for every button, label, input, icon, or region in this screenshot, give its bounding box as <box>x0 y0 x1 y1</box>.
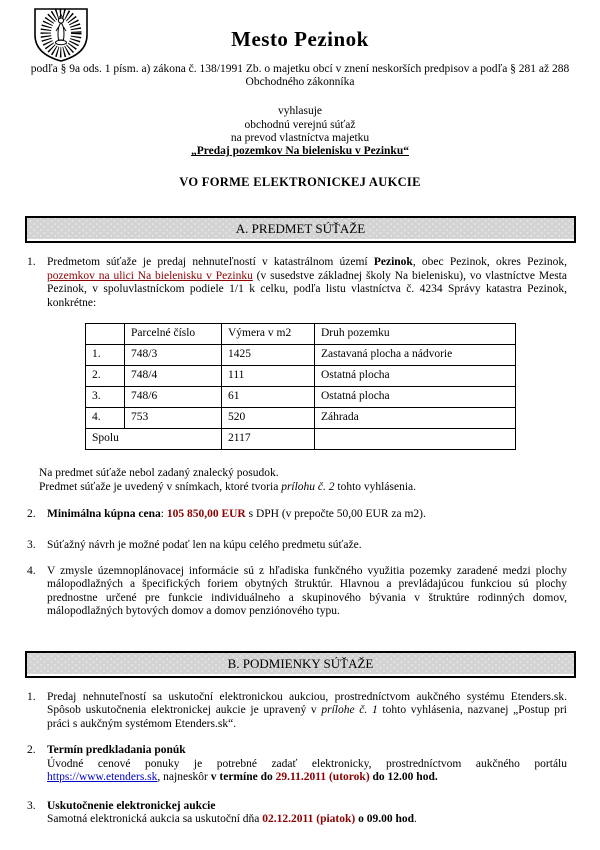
attachment-reference: prílohu č. 2 <box>281 480 335 493</box>
note-line <box>39 481 567 494</box>
item-text-part: Úvodné cenové ponuky je potrebné zadať elektronicky, prostredníctvom aukčného portálu <box>47 757 567 770</box>
parcel-cell: 748/4 <box>125 366 222 387</box>
auction-date: 02.12.2011 (piatok) <box>262 813 356 826</box>
table-header-row <box>86 324 516 345</box>
contest-name: „Predaj pozemkov Na bielenisku v Pezinku“ <box>191 145 409 158</box>
item-number: 2. <box>27 744 36 757</box>
item-text-part: (v susedstve základnej školy Na bielenisku), vo vlastníctve Mesta Pezinok, v spoluvlastníckom podiele 1/1 k celku, podľa listu vlastníctva č. 4234 Správy katastra Pezinok, konkrétne: <box>47 269 567 309</box>
item-text-part: , obec Pezinok, okres Pezinok, <box>412 256 567 269</box>
section-a-item-4 <box>27 565 567 619</box>
parcels-table <box>85 323 516 450</box>
total-label-cell: Spolu <box>86 429 222 450</box>
item-number: 1. <box>27 691 36 704</box>
section-b-header: B. PODMIENKY SÚŤAŽE <box>27 653 574 674</box>
table-notes <box>39 467 567 494</box>
parcel-cell: 748/6 <box>125 387 222 408</box>
section-a-item-3 <box>27 539 567 552</box>
item-text <box>47 744 567 784</box>
deadline-heading: Termín predkladania ponúk <box>47 744 186 757</box>
item-number: 4. <box>27 565 36 578</box>
section-a-header: A. PREDMET SÚŤAŽE <box>27 218 574 239</box>
area-cell: 1425 <box>222 345 315 366</box>
item-number: 3. <box>27 538 36 551</box>
announcement-block <box>0 105 600 158</box>
item-text-bold: o 09.00 hod <box>355 813 415 826</box>
empty-cell <box>315 429 516 450</box>
parcel-cell: 748/3 <box>125 345 222 366</box>
row-index-cell: 3. <box>86 387 125 408</box>
table-row <box>86 387 516 408</box>
section-a-item-2 <box>27 508 567 521</box>
area-cell: 61 <box>222 387 315 408</box>
row-index-cell: 4. <box>86 408 125 429</box>
item-number: 3. <box>27 799 36 812</box>
table-row <box>86 366 516 387</box>
area-cell: 111 <box>222 366 315 387</box>
item-text-part: . <box>414 813 417 826</box>
section-b-item-1 <box>27 691 567 731</box>
table-row <box>86 345 516 366</box>
attachment-reference: prílohe č. 1 <box>321 704 378 717</box>
minimum-price-value: 105 850,00 EUR <box>166 508 246 521</box>
note-line: Na predmet súťaže nebol zadaný znalecký posudok. <box>39 467 279 480</box>
item-text-part: tohto vyhlásenia, nazvanej „Postup pri práci s aukčným systémom Etenders.sk“. <box>47 704 567 730</box>
item-text: Súťažný návrh je možné podať len na kúpu celého predmetu súťaže. <box>47 538 362 551</box>
col-header-area: Výmera v m2 <box>222 324 315 345</box>
section-a-item-1 <box>27 256 567 310</box>
type-cell: Ostatná plocha <box>315 387 516 408</box>
deadline-text <box>47 758 567 785</box>
item-text: V zmysle územnoplánovacej informácie sú z hľadiska funkčného využitia pozemky zaradené medzi plochy málopodlažných a špecifických foriem obytných štruktúr. Hlavnou a prevládajúcou funkciou sú plochy prednostne určené pre funkcie individuálneho a skupinového bývania v štruktúre rodinných domov, málopodlažných bytových domov a domov penziónového typu. <box>47 565 567 618</box>
item-text <box>47 256 567 310</box>
type-cell: Ostatná plocha <box>315 366 516 387</box>
etenders-link[interactable]: https://www.etenders.sk <box>47 771 158 784</box>
section-a-header-box <box>25 216 576 243</box>
item-text-part: : <box>160 508 167 521</box>
auction-form-title: VO FORME ELEKTRONICKEJ AUKCIE <box>179 174 421 189</box>
total-area-cell: 2117 <box>222 429 315 450</box>
item-number: 2. <box>27 508 36 521</box>
item-text-part: Predaj nehnuteľností sa uskutoční elektronickou aukciou, prostredníctvom aukčného systému Etenders.sk. Spôsob uskutočnenia elektronickej aukcie je upravený v <box>47 691 567 717</box>
item-text-bold: Pezinok <box>373 256 413 269</box>
document-title: Mesto Pezinok <box>231 27 369 51</box>
item-text-bold: do 12.00 hod. <box>369 771 438 784</box>
item-text-part: , najneskôr <box>157 771 211 784</box>
section-b-item-3 <box>27 800 567 827</box>
submission-deadline-date: 29.11.2011 (utorok) <box>275 771 370 784</box>
item-text <box>47 800 567 827</box>
legal-basis-text: podľa § 9a ods. 1 písm. a) zákona č. 138/1991 Zb. o majetku obcí v znení neskorších predpisov a podľa § 281 až 288 Obchodného zákonníka <box>30 62 570 89</box>
col-header-parcel: Parcelné číslo <box>125 324 222 345</box>
item-text <box>47 508 567 521</box>
table-row <box>86 408 516 429</box>
price-label: Minimálna kúpna cena <box>47 508 161 521</box>
type-cell: Záhrada <box>315 408 516 429</box>
col-header-type: Druh pozemku <box>315 324 516 345</box>
coat-of-arms-icon <box>32 7 90 63</box>
row-index-cell: 2. <box>86 366 125 387</box>
announces-verb: vyhlasuje <box>277 105 323 118</box>
row-index-cell: 1. <box>86 345 125 366</box>
auction-heading: Uskutočnenie elektronickej aukcie <box>47 799 216 812</box>
note-part: tohto vyhlásenia. <box>334 480 416 493</box>
type-cell: Zastavaná plocha a nádvorie <box>315 345 516 366</box>
note-part: Predmet súťaže je uvedený v snímkach, ktoré tvoria <box>39 480 282 493</box>
item-number: 1. <box>27 256 36 269</box>
item-text-part: s DPH (v prepočte 50,00 EUR za m2). <box>245 508 426 521</box>
item-text <box>47 691 567 731</box>
area-cell: 520 <box>222 408 315 429</box>
item-text-bold: v termíne do <box>210 771 276 784</box>
highlighted-location-text: pozemkov na ulici Na bielenisku v Pezinku <box>47 269 253 282</box>
auction-text <box>47 813 567 826</box>
section-b-header-box <box>25 651 576 678</box>
contest-type-line1: obchodnú verejnú súťaž <box>244 118 356 131</box>
item-text-part: Samotná elektronická aukcia sa uskutoční dňa <box>47 813 263 826</box>
table-total-row <box>86 429 516 450</box>
col-header-index <box>86 324 125 345</box>
parcel-cell: 753 <box>125 408 222 429</box>
section-b-item-2 <box>27 744 567 784</box>
item-text-part: Predmetom súťaže je predaj nehnuteľností v katastrálnom území <box>47 256 374 269</box>
contest-type-line2: na prevod vlastníctva majetku <box>230 132 370 145</box>
